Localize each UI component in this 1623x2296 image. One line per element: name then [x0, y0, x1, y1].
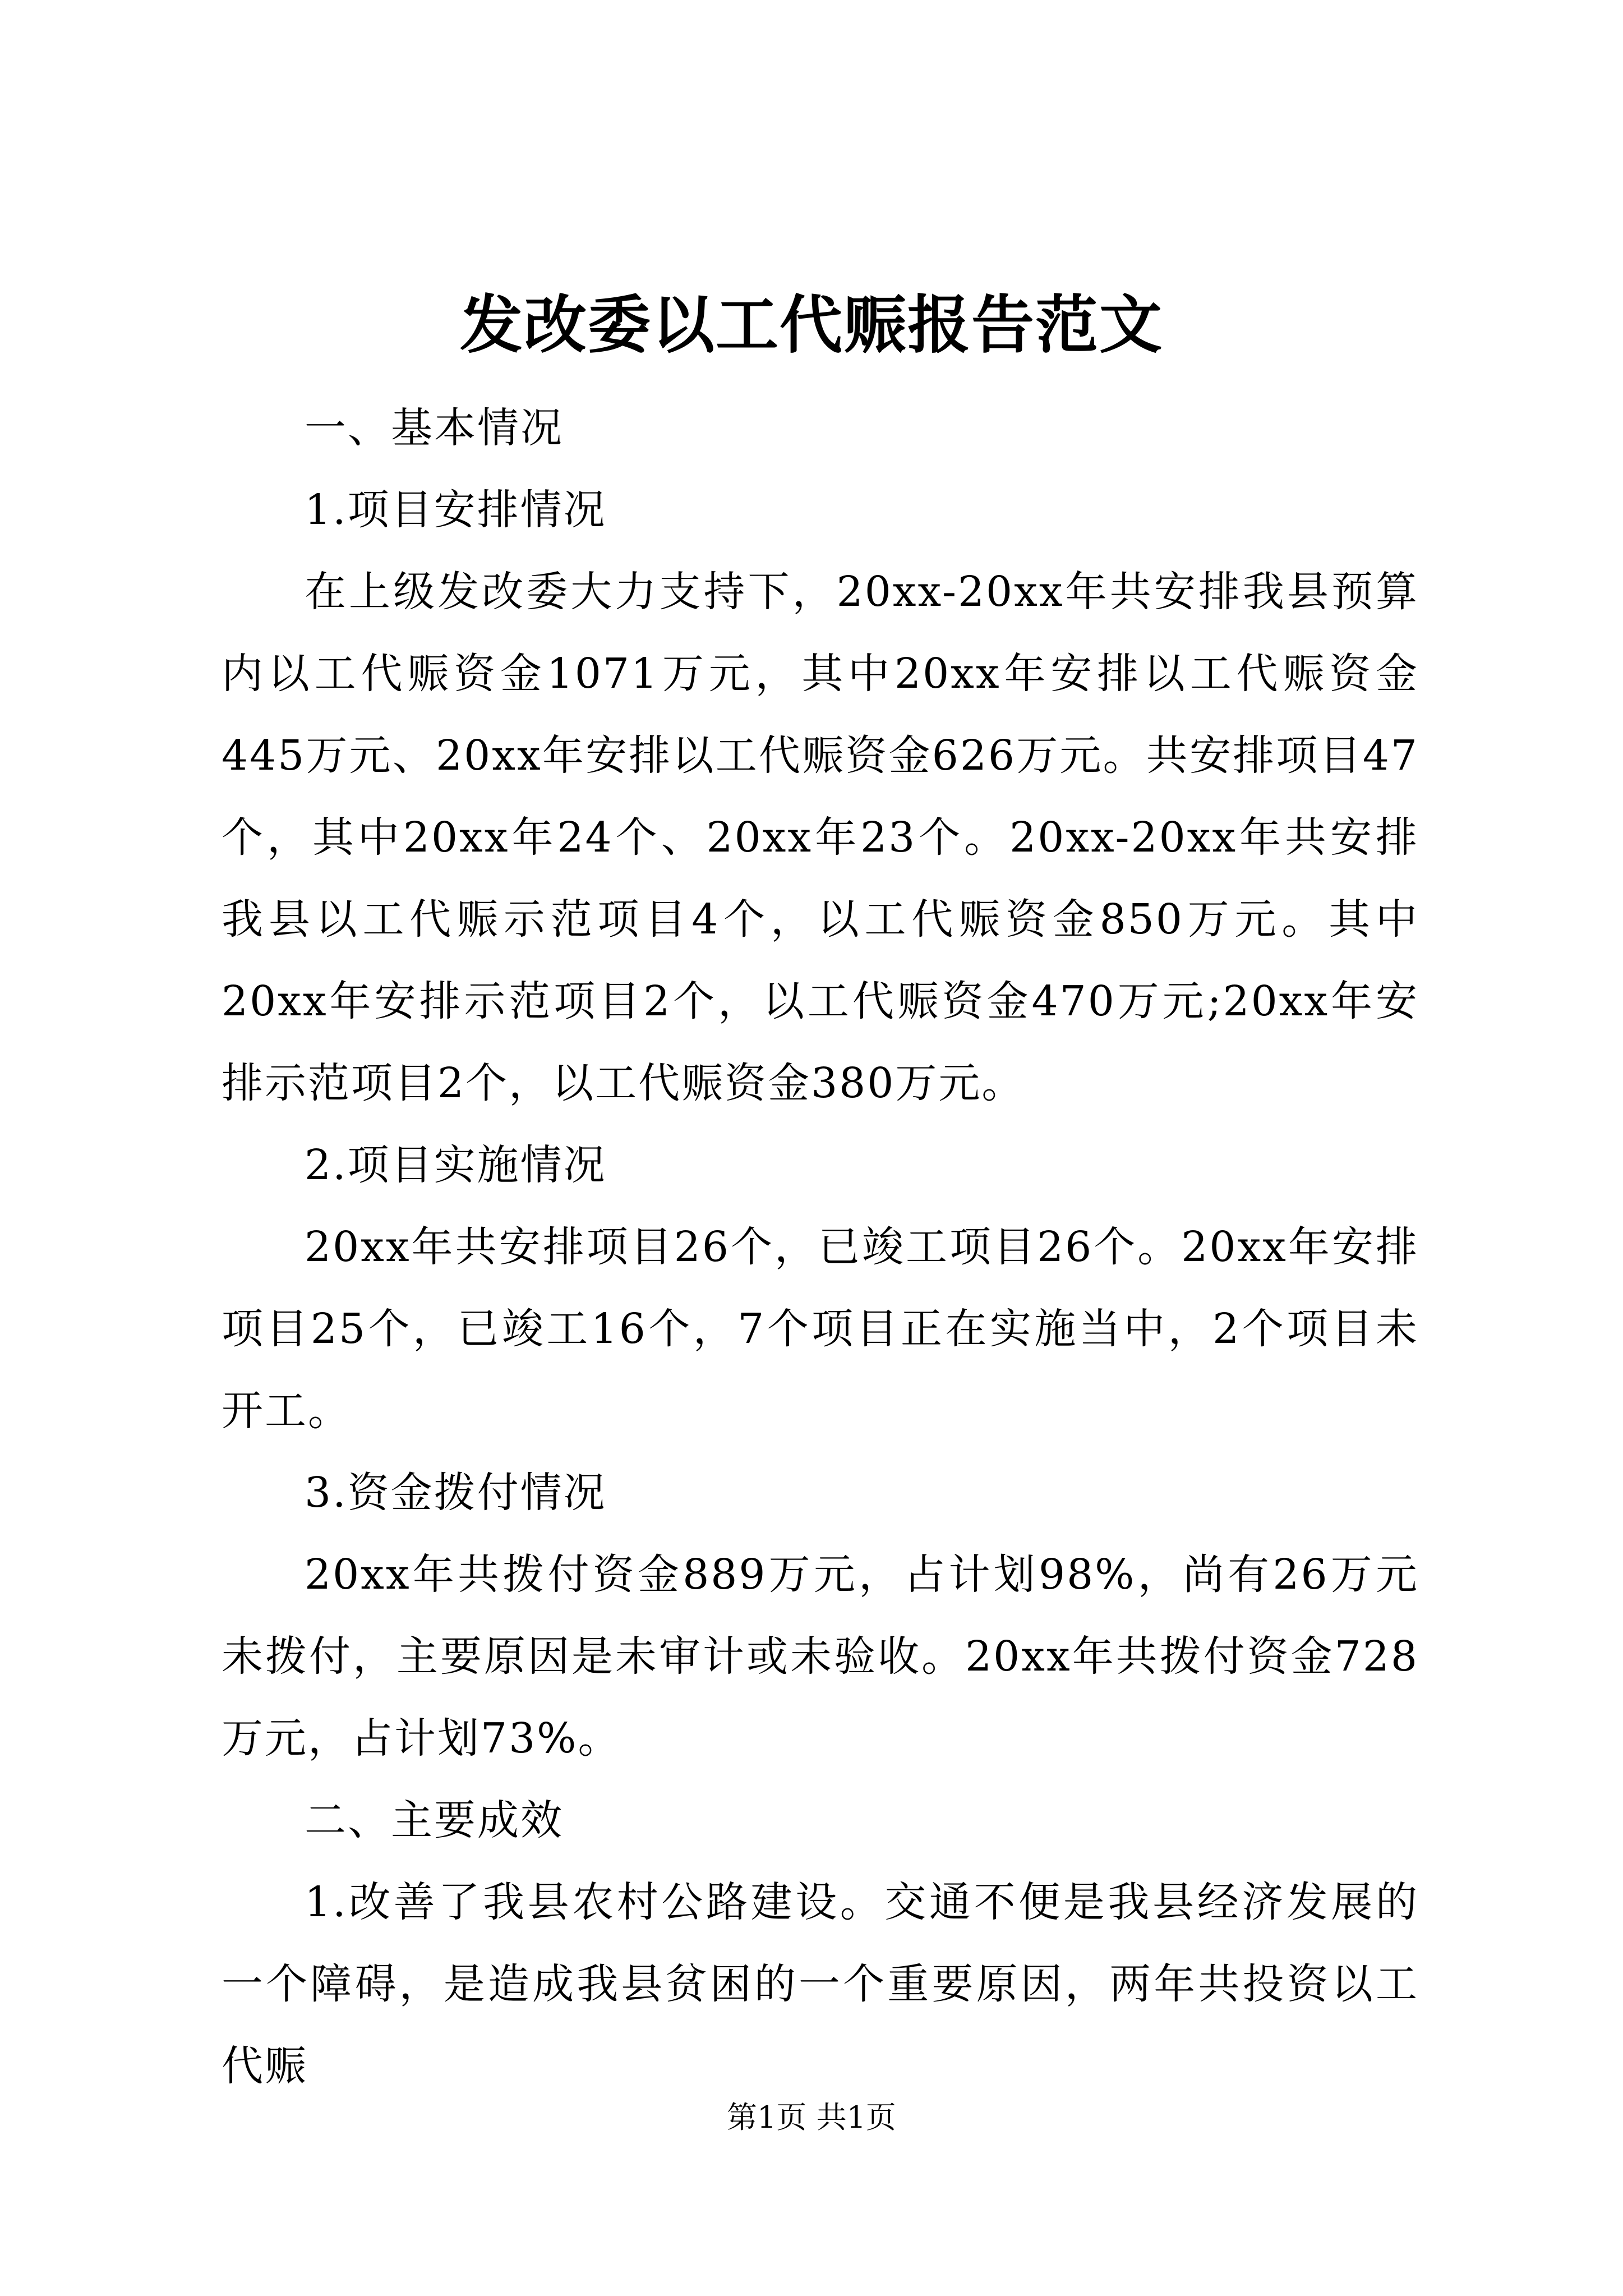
paragraph-project-implementation: 20xx年共安排项目26个，已竣工项目26个。20xx年安排项目25个，已竣工16个，7个项目正在实施当中，2个项目未开工。	[222, 1223, 1419, 1435]
section-heading-basic: 一、基本情况	[305, 404, 564, 452]
subheading-project-implementation: 2.项目实施情况	[305, 1141, 607, 1189]
document-body	[222, 387, 1419, 2107]
paragraph-road-construction: 1.改善了我县农村公路建设。交通不便是我县经济发展的一个障碍，是造成我县贫困的一个重要原因，两年共投资以工代赈	[222, 1878, 1419, 2090]
paragraph-project-arrangement: 在上级发改委大力支持下，20xx-20xx年共安排我县预算内以工代赈资金1071万元，其中20xx年安排以工代赈资金445万元、20xx年安排以工代赈资金626万元。共安排项目47个，其中20xx年24个、20xx年23个。20xx-20xx年共安排我县以工代赈示范项目4个，以工代赈资金850万元。其中20xx年安排示范项目2个，以工代赈资金470万元;20xx年安排示范项目2个，以工代赈资金380万元。	[222, 568, 1419, 1107]
subheading-fund-allocation: 3.资金拨付情况	[305, 1469, 607, 1517]
subheading-project-arrangement: 1.项目安排情况	[305, 486, 607, 534]
paragraph-fund-allocation: 20xx年共拨付资金889万元，占计划98%，尚有26万元未拨付，主要原因是未审计或未验收。20xx年共拨付资金728万元，占计划73%。	[222, 1550, 1419, 1763]
document-title: 发改委以工代赈报告范文	[460, 288, 1163, 362]
page-footer: 第1页 共1页	[727, 2100, 896, 2135]
section-heading-results: 二、主要成效	[305, 1796, 564, 1844]
